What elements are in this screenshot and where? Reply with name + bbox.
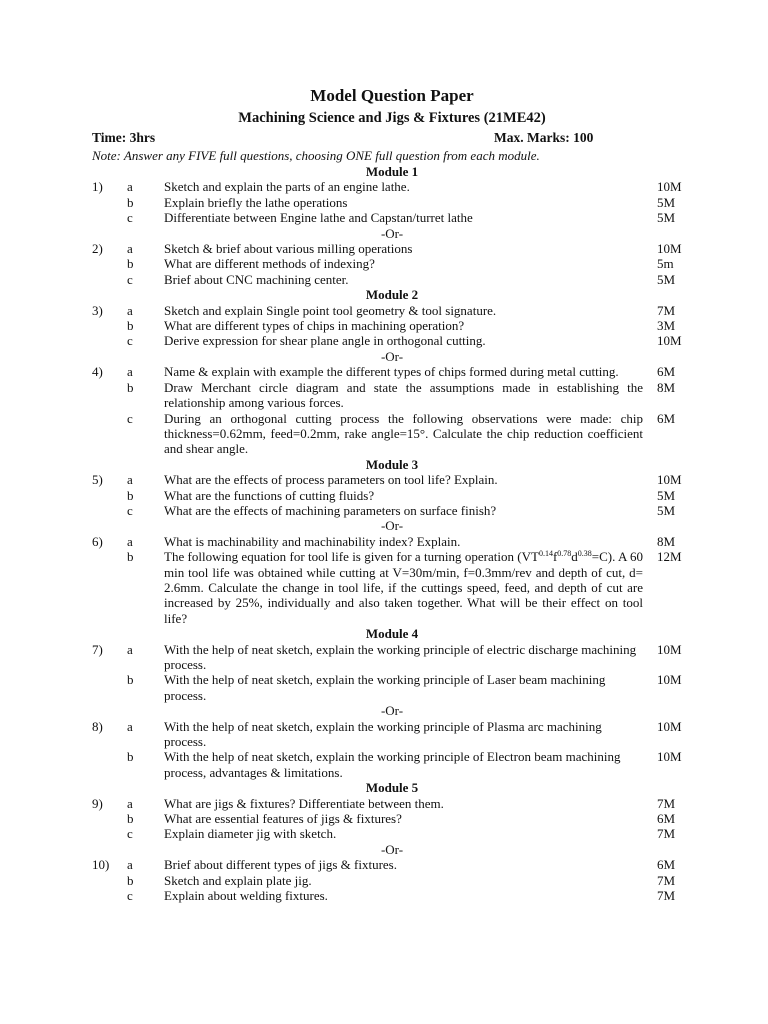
- question-row: [92, 857, 692, 872]
- part-letter: a: [127, 641, 133, 657]
- part-letter: a: [127, 795, 133, 811]
- or-separator: -Or-: [380, 348, 404, 364]
- formula-exponent: 0.14: [538, 549, 553, 559]
- question-text: What are the functions of cutting fluids?: [164, 487, 375, 503]
- question-number: 10): [92, 857, 110, 873]
- question-row: [92, 749, 692, 780]
- question-marks: 10M: [657, 641, 682, 657]
- question-row: [92, 380, 692, 411]
- question-row: [92, 272, 692, 287]
- question-text: With the help of neat sketch, explain the working principle of electric discharge machining process.: [164, 641, 637, 672]
- question-marks: 10M: [657, 672, 682, 688]
- formula-exponent: 0.38: [577, 549, 592, 559]
- question-number: 4): [92, 364, 103, 380]
- or-separator: -Or-: [380, 703, 404, 719]
- formula-variable: d: [571, 549, 578, 565]
- question-text: During an orthogonal cutting process the following observations were made: chip thickness=0.62mm, feed=0.2mm, rake angle=15°. Calculate the chip reduction coefficient and shear angle.: [164, 410, 643, 457]
- part-letter: c: [127, 502, 133, 518]
- part-letter: a: [127, 472, 133, 488]
- part-letter: b: [127, 487, 134, 503]
- module-heading: Module 5: [365, 780, 419, 796]
- question-number: 1): [92, 179, 103, 195]
- question-row: [92, 195, 692, 210]
- part-letter: c: [127, 333, 133, 349]
- question-row: [92, 719, 692, 750]
- question-marks: 7M: [657, 302, 676, 318]
- question-marks: 7M: [657, 826, 676, 842]
- question-marks: 7M: [657, 872, 676, 888]
- question-marks: 5M: [657, 194, 676, 210]
- question-row: [92, 256, 692, 271]
- part-letter: a: [127, 718, 133, 734]
- question-text: Name & explain with example the different types of chips formed during metal cutting.: [164, 364, 619, 380]
- question-paper: [92, 86, 692, 904]
- question-row: [92, 472, 692, 487]
- question-text: Brief about different types of jigs & fixtures.: [164, 857, 397, 873]
- question-marks: 10M: [657, 718, 682, 734]
- question-text: What are the effects of machining parameters on surface finish?: [164, 502, 497, 518]
- part-letter: c: [127, 410, 133, 426]
- formula-text-before: The following equation for tool life is given for a turning operation (VT: [164, 549, 539, 565]
- question-marks: 10M: [657, 749, 682, 765]
- part-letter: c: [127, 271, 133, 287]
- part-letter: b: [127, 379, 134, 395]
- question-marks: 6M: [657, 811, 676, 827]
- question-marks: 5M: [657, 271, 676, 287]
- question-text: With the help of neat sketch, explain the working principle of Laser beam machining process.: [164, 672, 606, 703]
- part-letter: b: [127, 256, 134, 272]
- question-text: Draw Merchant circle diagram and state the assumptions made in establishing the relationship among various forces.: [164, 379, 643, 411]
- question-text: Sketch & brief about various milling operations: [164, 241, 413, 257]
- question-number: 9): [92, 795, 103, 811]
- question-text: With the help of neat sketch, explain the working principle of Plasma arc machining process.: [164, 718, 602, 750]
- question-marks: 10M: [657, 179, 682, 195]
- question-row: [92, 826, 692, 841]
- question-marks: 12M: [657, 549, 682, 565]
- formula-variable: f: [552, 549, 558, 565]
- part-letter: b: [127, 811, 134, 827]
- question-row: [92, 179, 692, 194]
- question-row: [92, 210, 692, 225]
- question-number: 8): [92, 718, 103, 734]
- question-text: Sketch and explain plate jig.: [164, 872, 312, 888]
- time-label: Time: 3hrs: [92, 130, 156, 145]
- question-marks: 5M: [657, 210, 676, 226]
- module-heading: Module 4: [365, 626, 419, 642]
- question-row: [92, 796, 692, 811]
- question-number: 2): [92, 241, 103, 257]
- question-row: [92, 318, 692, 333]
- or-separator: -Or-: [380, 841, 404, 857]
- part-letter: b: [127, 672, 134, 688]
- question-text: What is machinability and machinability index? Explain.: [164, 533, 461, 549]
- or-separator: -Or-: [380, 225, 404, 241]
- part-letter: a: [127, 364, 133, 380]
- question-text: Sketch and explain Single point tool geometry & tool signature.: [164, 302, 497, 318]
- question-row: [92, 888, 692, 903]
- question-text: Explain diameter jig with sketch.: [164, 826, 337, 842]
- part-letter: a: [127, 857, 133, 873]
- paper-meta: [92, 130, 692, 147]
- question-row: [92, 488, 692, 503]
- question-text: Differentiate between Engine lathe and Capstan/turret lathe: [164, 210, 473, 226]
- instructions-note: Note: Answer any FIVE full questions, choosing ONE full question from each module.: [92, 148, 540, 163]
- question-row: [92, 873, 692, 888]
- paper-subtitle: Machining Science and Jigs & Fixtures (21ME42): [238, 110, 546, 126]
- part-letter: b: [127, 318, 134, 334]
- part-letter: a: [127, 241, 133, 257]
- question-text: Sketch and explain the parts of an engine lathe.: [164, 179, 410, 195]
- question-marks: 6M: [657, 410, 676, 426]
- part-letter: c: [127, 826, 133, 842]
- question-marks: 10M: [657, 472, 682, 488]
- question-row: [92, 549, 692, 626]
- question-row: [92, 503, 692, 518]
- part-letter: b: [127, 194, 134, 210]
- question-marks: 8M: [657, 533, 676, 549]
- question-marks: 7M: [657, 888, 676, 904]
- question-marks: 8M: [657, 379, 676, 395]
- question-text: What are different types of chips in machining operation?: [164, 318, 465, 334]
- question-marks: 7M: [657, 795, 676, 811]
- question-row: [92, 241, 692, 256]
- question-text: Brief about CNC machining center.: [164, 271, 349, 287]
- module-heading: Module 1: [365, 164, 419, 179]
- part-letter: a: [127, 179, 133, 195]
- question-text: What are jigs & fixtures? Differentiate between them.: [164, 795, 444, 811]
- question-row: [92, 364, 692, 379]
- part-letter: a: [127, 302, 133, 318]
- part-letter: b: [127, 749, 134, 765]
- question-row: [92, 333, 692, 348]
- question-row: [92, 811, 692, 826]
- question-marks: 10M: [657, 241, 682, 257]
- question-marks: 5M: [657, 487, 676, 503]
- question-text: Explain about welding fixtures.: [164, 888, 328, 904]
- question-marks: 5m: [657, 256, 674, 272]
- max-marks-label: Max. Marks: 100: [494, 130, 594, 145]
- question-marks: 10M: [657, 333, 682, 349]
- question-row: [92, 642, 692, 673]
- part-letter: c: [127, 888, 133, 904]
- question-row: [92, 411, 692, 457]
- page-title: Model Question Paper: [310, 86, 474, 105]
- question-row: [92, 534, 692, 549]
- question-marks: 5M: [657, 502, 676, 518]
- formula-exponent: 0.78: [557, 549, 572, 559]
- question-text: [164, 549, 643, 626]
- question-number: 7): [92, 641, 103, 657]
- question-number: 5): [92, 472, 103, 488]
- question-text: Derive expression for shear plane angle in orthogonal cutting.: [164, 333, 486, 349]
- question-row: [92, 303, 692, 318]
- question-marks: 6M: [657, 364, 676, 380]
- question-number: 3): [92, 302, 103, 318]
- question-marks: 6M: [657, 857, 676, 873]
- module-heading: Module 2: [365, 287, 419, 303]
- part-letter: c: [127, 210, 133, 226]
- question-text: What are the effects of process parameters on tool life? Explain.: [164, 472, 498, 488]
- question-text: What are essential features of jigs & fixtures?: [164, 811, 402, 827]
- question-text: With the help of neat sketch, explain the working principle of Electron beam machining process, advantages & limitations.: [164, 749, 621, 780]
- question-marks: 3M: [657, 318, 676, 334]
- question-number: 6): [92, 533, 103, 549]
- part-letter: a: [127, 533, 133, 549]
- question-text: Explain briefly the lathe operations: [164, 194, 348, 210]
- question-text: What are different methods of indexing?: [164, 256, 375, 272]
- or-separator: -Or-: [380, 518, 404, 534]
- part-letter: b: [127, 549, 134, 565]
- part-letter: b: [127, 872, 134, 888]
- formula-text-after: =C). A 60 min tool life was obtained while cutting at V=30m/min, f=0.3mm/rev and depth of cut, d= 2.6mm. Calculate the change in tool life, if the cuttings speed, feed, and depth of cut are increased by 25%, individually and also taken together. What will be their effect on tool life?: [164, 549, 643, 626]
- question-row: [92, 672, 692, 703]
- module-heading: Module 3: [365, 456, 419, 472]
